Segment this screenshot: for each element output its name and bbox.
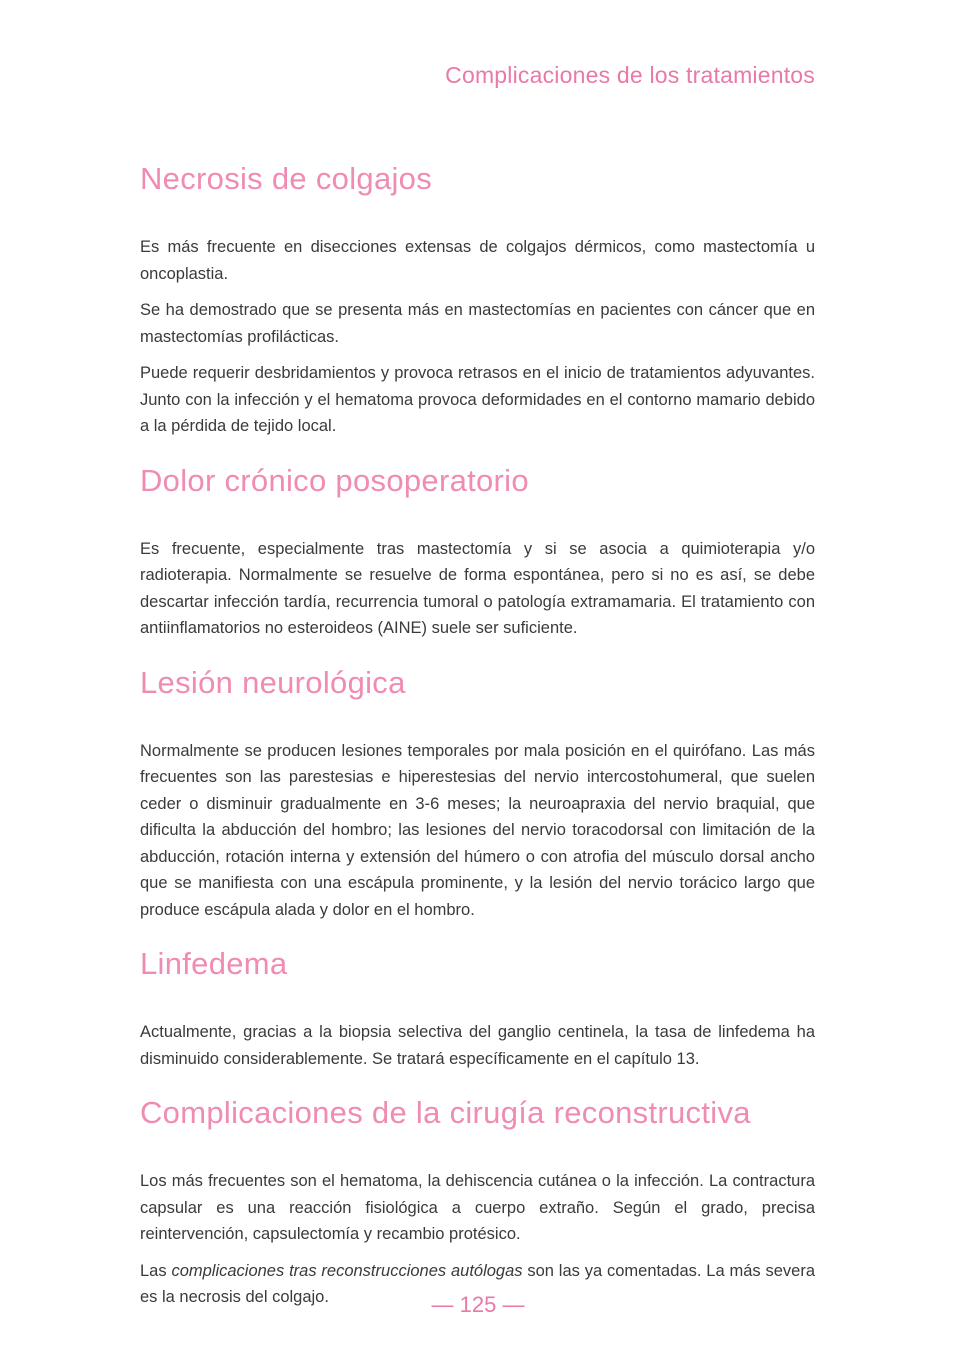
paragraph: Los más frecuentes son el hematoma, la dehiscencia cutánea o la infección. La contractura capsular es una reacción fisiológica a cuerpo extraño. Según el grado, precisa reintervención, capsulectomía y recambio protésico.	[140, 1172, 815, 1243]
running-header: Complicaciones de los tratamientos	[445, 62, 815, 88]
paragraph: Normalmente se producen lesiones temporales por mala posición en el quirófano. Las más frecuentes son las parestesias e hiperestesias del nervio intercostohumeral, que suelen ceder o disminuir gradualmente en 3-6 meses; la neuroapraxia del nervio braquial, que dificulta la abducción del hombro; las lesiones del nervio toracodorsal con limitación de la abducción, rotación interna y extensión del húmero o con atrofia del músculo dorsal ancho que se manifiesta con una escápula prominente, y la lesión del nervio torácico largo que produce escápula alada y dolor en el hombro.	[140, 741, 815, 919]
section-heading: Lesión neurológica	[140, 664, 406, 700]
section-heading: Linfedema	[140, 946, 288, 981]
emphasized-text: complicaciones tras reconstrucciones autólogas	[171, 1261, 523, 1280]
paragraph-prefix: Las	[140, 1261, 172, 1280]
section-dolor-cronico	[140, 458, 815, 642]
section-heading: Dolor crónico posoperatorio	[140, 462, 529, 498]
section-heading: Complicaciones de la cirugía reconstructiva	[140, 1095, 751, 1130]
page-content	[140, 156, 815, 1329]
paragraph: Se ha demostrado que se presenta más en mastectomías en pacientes con cáncer que en mastectomías profilácticas.	[140, 301, 815, 346]
paragraph-suffix: son las ya comentadas. La más severa es la necrosis del colgajo.	[140, 1261, 816, 1306]
section-heading: Necrosis de colgajos	[140, 161, 433, 196]
section-cirugia-reconstructiva	[140, 1090, 815, 1311]
paragraph: Actualmente, gracias a la biopsia selectiva del ganglio centinela, la tasa de linfedema ha disminuido considerablemente. Se tratará específicamente en el capítulo 13.	[140, 1023, 815, 1068]
section-necrosis	[140, 156, 815, 440]
section-linfedema	[140, 941, 815, 1072]
section-lesion-neurologica	[140, 660, 815, 924]
page-number: — 125 —	[431, 1292, 525, 1317]
paragraph: Puede requerir desbridamientos y provoca retrasos en el inicio de tratamientos adyuvantes. Junto con la infección y el hematoma provoca deformidades en el contorno mamario debido a la pérdida de tejido local.	[140, 364, 815, 435]
paragraph: Es más frecuente en disecciones extensas de colgajos dérmicos, como mastectomía u oncoplastia.	[140, 238, 815, 283]
paragraph: Es frecuente, especialmente tras mastectomía y si se asocia a quimioterapia y/o radioterapia. Normalmente se resuelve de forma espontánea, pero si no es así, se debe descartar infección tardía, recurrencia tumoral o patología extramamaria. El tratamiento con antiinflamatorios no esteroideos (AINE) suele ser suficiente.	[140, 539, 815, 637]
